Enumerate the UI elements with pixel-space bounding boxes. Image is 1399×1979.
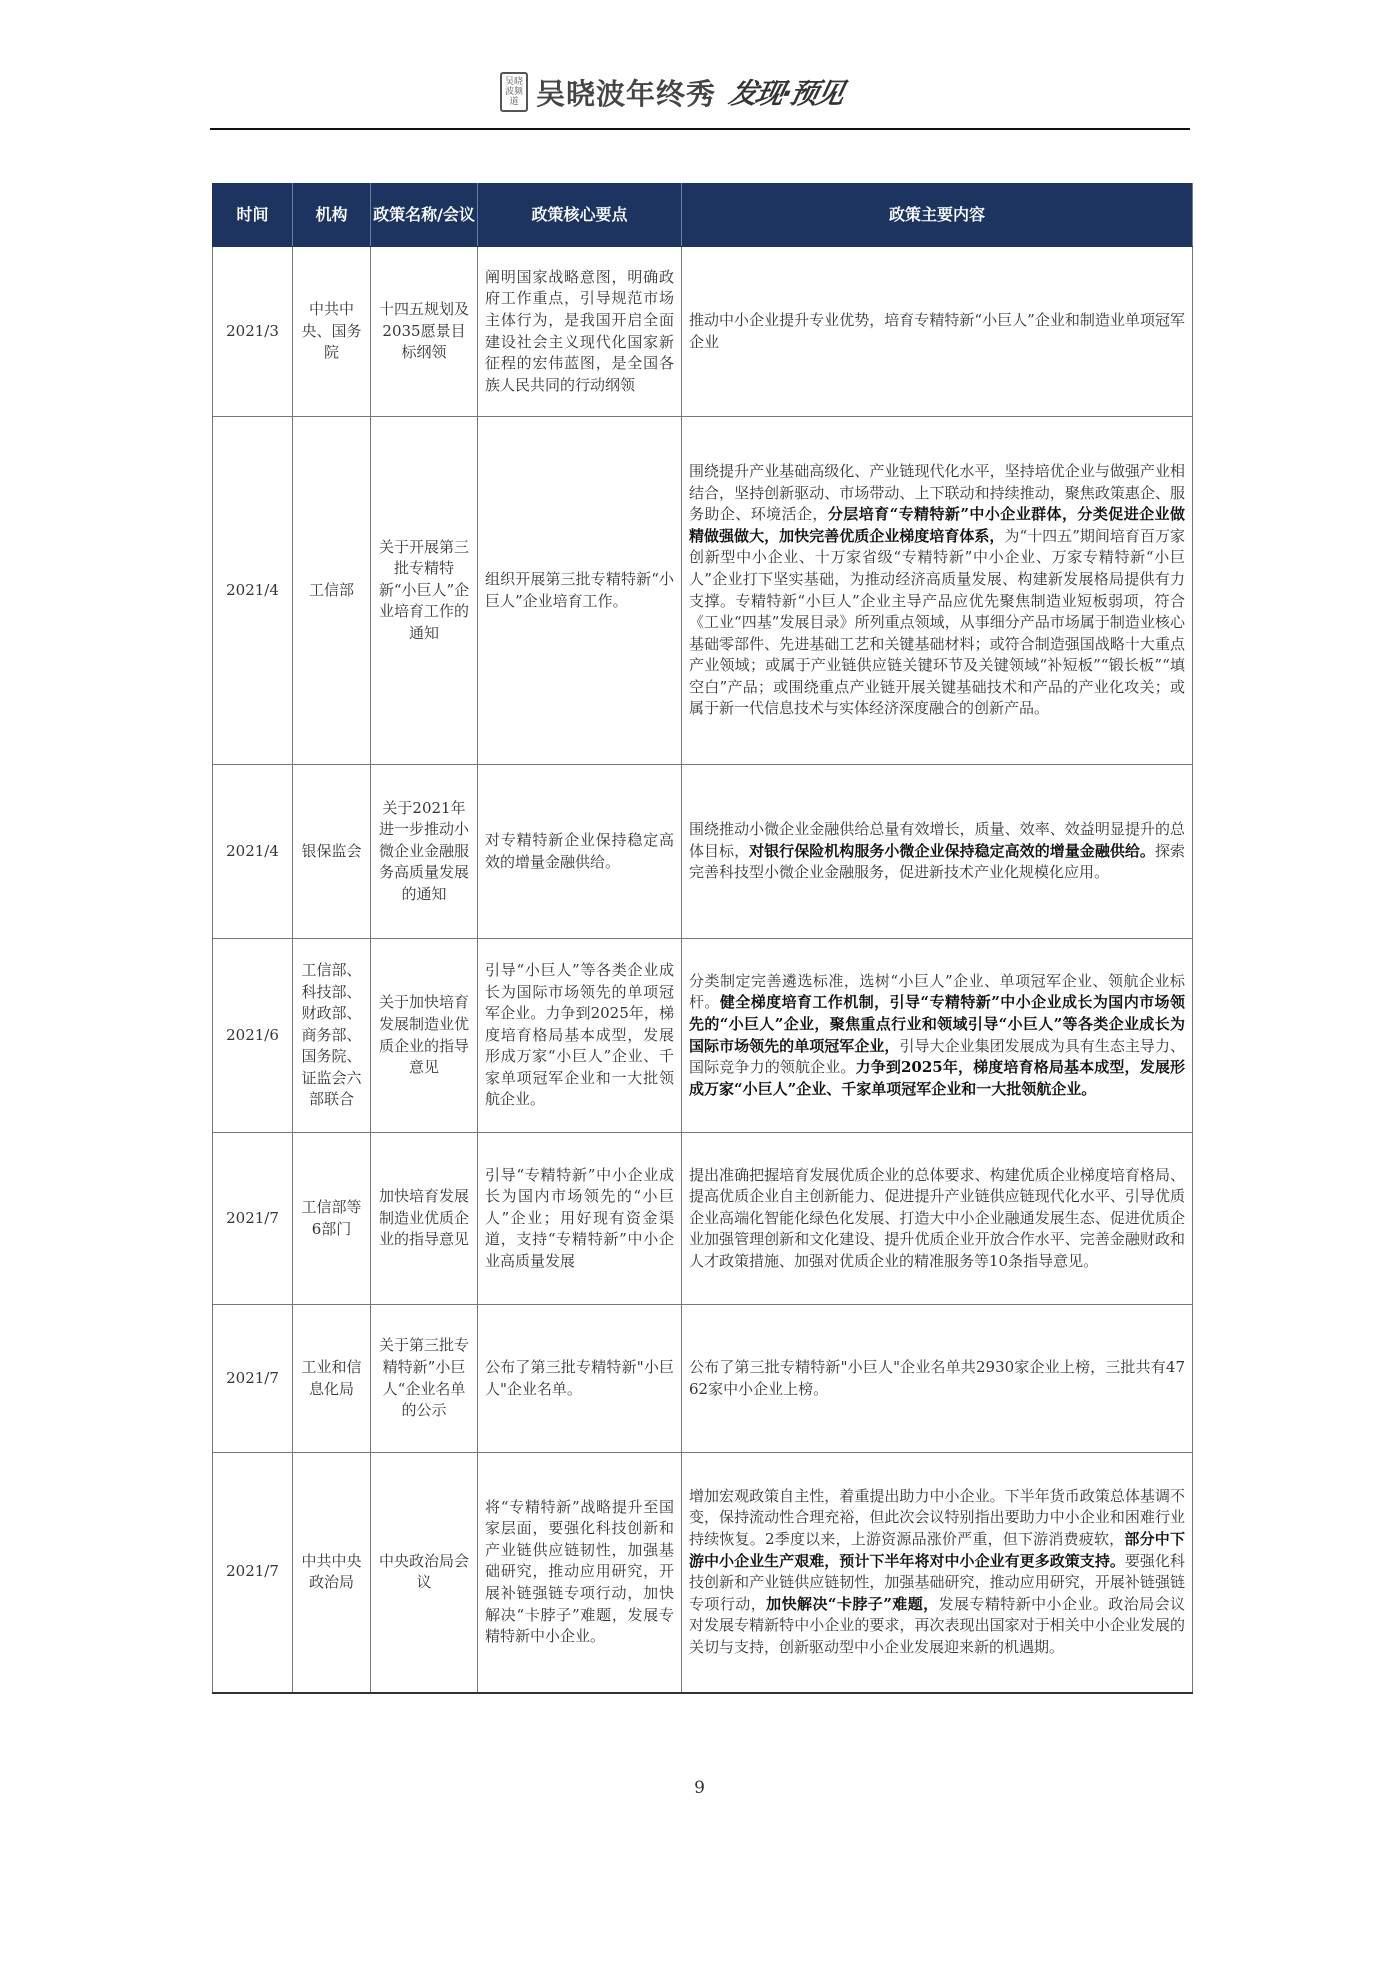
column-header-policy-name: 政策名称/会议 (371, 184, 478, 247)
content-text: 为“十四五”期间培育百万家创新型中小企业、十万家省级“专精特新”中小企业、万家专精特新“小巨人”企业打下坚实基础，为推动经济高质量发展、构建新发展格局提供有力支撑。专精特新“小巨人”企业主导产品应优先聚焦制造业短板弱项，符合《工业“四基”发展目录》所列重点领域，从事细分产品市场属于制造业核心基础零部件、先进基础工艺和关键基础材料；或符合制造强国战略十大重点产业领域；或属于产业链供应链关键环节及关键领域“补短板”“锻长板”“填空白”产品；或围绕重点产业链开展关键基础技术和产品的产业化攻关；或属于新一代信息技术与实体经济深度融合的创新产品。 (689, 526, 1185, 718)
header-title: 吴晓波年终秀 (536, 76, 717, 111)
content-text: 公布了第三批专精特新"小巨人"企业名单共2930家企业上榜，三批共有4762家中小企业上榜。 (689, 1357, 1185, 1398)
cell-organization: 银保监会 (293, 765, 371, 939)
brand-calligraphy-logo: 发现·预见 (726, 77, 846, 110)
cell-key-points: 阐明国家战略意图，明确政府工作重点，引导规范市场主体行为，是我国开启全面建设社会主义现代化国家新征程的宏伟蓝图，是全国各族人民共同的行动纲领 (478, 247, 682, 417)
cell-time: 2021/7 (213, 1453, 293, 1693)
column-header-org: 机构 (293, 184, 371, 247)
cell-main-content (682, 1133, 1193, 1305)
content-text: 分类制定完善遴选标准，选树“小巨人”企业、单项冠军企业、领航企业标杆。 (689, 971, 1185, 1012)
content-text: 发展专精特新中小企业。政治局会议对发展专精新特中小企业的要求，再次表现出国家对于相关中小企业发展的关切与支持，创新驱动型中小企业发展迎来新的机遇期。 (689, 1594, 1185, 1657)
cell-main-content (682, 417, 1193, 765)
policy-table (212, 183, 1193, 1694)
cell-key-points: 公布了第三批专精特新"小巨人"企业名单。 (478, 1305, 682, 1453)
cell-time: 2021/4 (213, 765, 293, 939)
cell-organization: 中共中央、国务院 (293, 247, 371, 417)
content-text: 提出准确把握培育发展优质企业的总体要求、构建优质企业梯度培育格局、提高优质企业自主创新能力、促进提升产业链供应链现代化水平、引导优质企业高端化智能化绿色化发展、打造大中小企业融通发展生态、促进优质企业加强管理创新和文化建设、提升优质企业开放合作水平、完善金融财政和人才政策措施、加强对优质企业的精准服务等10条指导意见。 (689, 1165, 1185, 1270)
cell-key-points: 引导“专精特新”中小企业成长为国内市场领先的“小巨人”企业；用好现有资金渠道，支持“专精特新”中小企业高质量发展 (478, 1133, 682, 1305)
cell-policy-name: 加快培育发展制造业优质企业的指导意见 (371, 1133, 478, 1305)
cell-key-points: 组织开展第三批专精特新“小巨人”企业培育工作。 (478, 417, 682, 765)
cell-main-content (682, 939, 1193, 1133)
page-header (210, 58, 1190, 130)
table-row (213, 1453, 1193, 1693)
cell-organization: 工信部、科技部、财政部、商务部、国务院、证监会六部联合 (293, 939, 371, 1133)
column-header-time: 时间 (213, 184, 293, 247)
column-header-key-points: 政策核心要点 (478, 184, 682, 247)
cell-main-content (682, 1453, 1193, 1693)
content-emphasis: 对银行保险机构服务小微企业保持稳定高效的增量金融供给。 (749, 841, 1155, 860)
cell-main-content (682, 765, 1193, 939)
cell-time: 2021/7 (213, 1133, 293, 1305)
cell-time: 2021/7 (213, 1305, 293, 1453)
cell-policy-name: 十四五规划及2035愿景目标纲领 (371, 247, 478, 417)
table-row (213, 939, 1193, 1133)
content-emphasis: 力争到2025年，梯度培育格局基本成型，发展形成万家“小巨人”企业、千家单项冠军企业和一大批领航企业。 (689, 1058, 1185, 1098)
column-header-main-content: 政策主要内容 (682, 184, 1193, 247)
cell-policy-name: 关于加快培育发展制造业优质企业的指导意见 (371, 939, 478, 1133)
cell-main-content (682, 247, 1193, 417)
content-emphasis: 健全梯度培育工作机制，引导“专精特新”中小企业成长为国内市场领先的“小巨人”企业，聚焦重点行业和领域引导“小巨人”等各类企业成长为国际市场领先的单项冠军企业， (689, 993, 1185, 1055)
cell-key-points: 引导“小巨人”等各类企业成长为国际市场领先的单项冠军企业。力争到2025年，梯度培育格局基本成型，发展形成万家“小巨人”企业、千家单项冠军企业和一大批领航企业。 (478, 939, 682, 1133)
table-row (213, 417, 1193, 765)
cell-organization: 工信部等6部门 (293, 1133, 371, 1305)
content-emphasis: 分层培育“专精特新”中小企业群体，分类促进企业做精做强做大，加快完善优质企业梯度培育体系， (689, 505, 1185, 545)
table-row (213, 1305, 1193, 1453)
cell-organization: 工业和信息化局 (293, 1305, 371, 1453)
cell-time: 2021/4 (213, 417, 293, 765)
content-text: 引导大企业集团发展成为具有生态主导力、国际竞争力的领航企业。 (689, 1036, 1185, 1077)
content-text: 增加宏观政策自主性，着重提出助力中小企业。下半年货币政策总体基调不变，保持流动性合理充裕，但此次会议特别指出要助力中小企业和困难行业持续恢复。2季度以来，上游资源品涨价严重，但下游消费疲软， (689, 1486, 1185, 1549)
content-text: 探索完善科技型小微企业金融服务，促进新技术产业化规模化应用。 (689, 841, 1185, 882)
content-emphasis: 加快解决“卡脖子”难题， (766, 1594, 939, 1613)
header-brand (500, 70, 846, 114)
table-row (213, 247, 1193, 417)
cell-key-points: 将“专精特新”战略提升至国家层面，要强化科技创新和产业链供应链韧性，加强基础研究，推动应用研究，开展补链强链专项行动，加快解决“卡脖子”难题，发展专精特新中小企业。 (478, 1453, 682, 1693)
cell-policy-name: 中央政治局会议 (371, 1453, 478, 1693)
cell-organization: 中共中央政治局 (293, 1453, 371, 1693)
content-text: 围绕提升产业基础高级化、产业链现代化水平，坚持培优企业与做强产业相结合，坚持创新驱动、市场带动、上下联动和持续推动，聚焦政策惠企、服务助企、环境活企， (689, 461, 1185, 524)
table-header-row (213, 184, 1193, 247)
cell-time: 2021/3 (213, 247, 293, 417)
page-number: 9 (694, 1778, 705, 1798)
cell-time: 2021/6 (213, 939, 293, 1133)
content-emphasis: 部分中下游中小企业生产艰难，预计下半年将对中小企业有更多政策支持。 (689, 1530, 1185, 1570)
cell-organization: 工信部 (293, 417, 371, 765)
content-text: 推动中小企业提升专业优势，培育专精特新“小巨人”企业和制造业单项冠军企业 (689, 310, 1185, 351)
channel-seal-logo: 吴晓波频道 (500, 72, 528, 112)
cell-policy-name: 关于第三批专精特新”小巨人“企业名单的公示 (371, 1305, 478, 1453)
cell-policy-name: 关于开展第三批专精特新“小巨人”企业培育工作的通知 (371, 417, 478, 765)
cell-main-content (682, 1305, 1193, 1453)
content-text: 要强化科技创新和产业链供应链韧性，加强基础研究，推动应用研究，开展补链强链专项行动， (689, 1551, 1185, 1613)
content-text: 围绕推动小微企业金融供给总量有效增长，质量、效率、效益明显提升的总体目标， (689, 820, 1185, 860)
cell-key-points: 对专精特新企业保持稳定高效的增量金融供给。 (478, 765, 682, 939)
table-row (213, 1133, 1193, 1305)
table-row (213, 765, 1193, 939)
cell-policy-name: 关于2021年进一步推动小微企业金融服务高质量发展的通知 (371, 765, 478, 939)
